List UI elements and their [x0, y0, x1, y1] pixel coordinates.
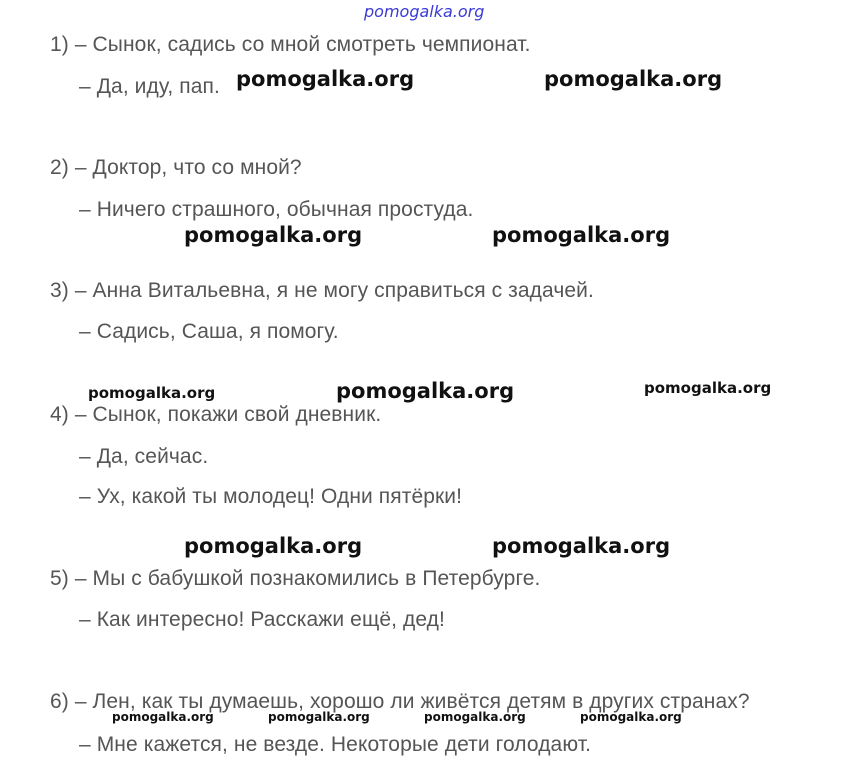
watermark: pomogalka.org [184, 534, 363, 558]
dialogue-5-line-2: – Как интересно! Расскажи ещё, дед! [79, 608, 445, 631]
dialogue-2-line-2: – Ничего страшного, обычная простуда. [79, 198, 474, 221]
dialogue-6-text-1: – Лен, как ты думаешь, хорошо ли живётся детям в других странах? [74, 690, 750, 713]
watermark: pomogalka.org [492, 534, 671, 558]
dialogue-4-number: 4) [50, 403, 69, 426]
watermark: pomogalka.org [644, 379, 772, 397]
dialogue-1-text-1: – Сынок, садись со мной смотреть чемпионат. [74, 33, 531, 56]
dialogue-1-line-2: – Да, иду, пап. [79, 75, 220, 98]
watermark: pomogalka.org [88, 384, 216, 402]
dialogue-4-text-1: – Сынок, покажи свой дневник. [74, 403, 382, 426]
dialogue-2-text-1: – Доктор, что со мной? [74, 156, 302, 179]
dialogue-5-text-1: – Мы с бабушкой познакомились в Петербурге. [74, 567, 541, 590]
dialogue-1-line-1 [50, 33, 531, 57]
dialogue-5-number: 5) [50, 567, 69, 590]
watermark: pomogalka.org [492, 223, 671, 247]
watermark: pomogalka.org [336, 379, 515, 403]
watermark: pomogalka.org [424, 710, 526, 724]
dialogue-4-line-3: – Ух, какой ты молодец! Одни пятёрки! [79, 485, 463, 508]
watermark-top: pomogalka.org [364, 2, 485, 21]
watermark: pomogalka.org [580, 710, 682, 724]
dialogue-1-number: 1) [50, 33, 69, 56]
watermark: pomogalka.org [112, 710, 214, 724]
watermark: pomogalka.org [236, 67, 415, 91]
dialogue-5-line-1 [50, 567, 540, 591]
watermark: pomogalka.org [268, 710, 370, 724]
dialogue-3-line-1 [50, 279, 594, 303]
dialogue-2-line-1 [50, 156, 302, 180]
dialogue-6-number: 6) [50, 690, 69, 713]
dialogue-4-line-2: – Да, сейчас. [79, 445, 209, 468]
dialogue-2-number: 2) [50, 156, 69, 179]
watermark: pomogalka.org [184, 223, 363, 247]
dialogue-3-line-2: – Садись, Саша, я помогу. [79, 320, 339, 343]
dialogue-6-line-2: – Мне кажется, не везде. Некоторые дети голодают. [79, 733, 592, 756]
dialogue-3-number: 3) [50, 279, 69, 302]
watermark: pomogalka.org [544, 67, 723, 91]
dialogue-4-line-1 [50, 403, 381, 427]
dialogue-3-text-1: – Анна Витальевна, я не могу справиться с задачей. [74, 279, 594, 302]
